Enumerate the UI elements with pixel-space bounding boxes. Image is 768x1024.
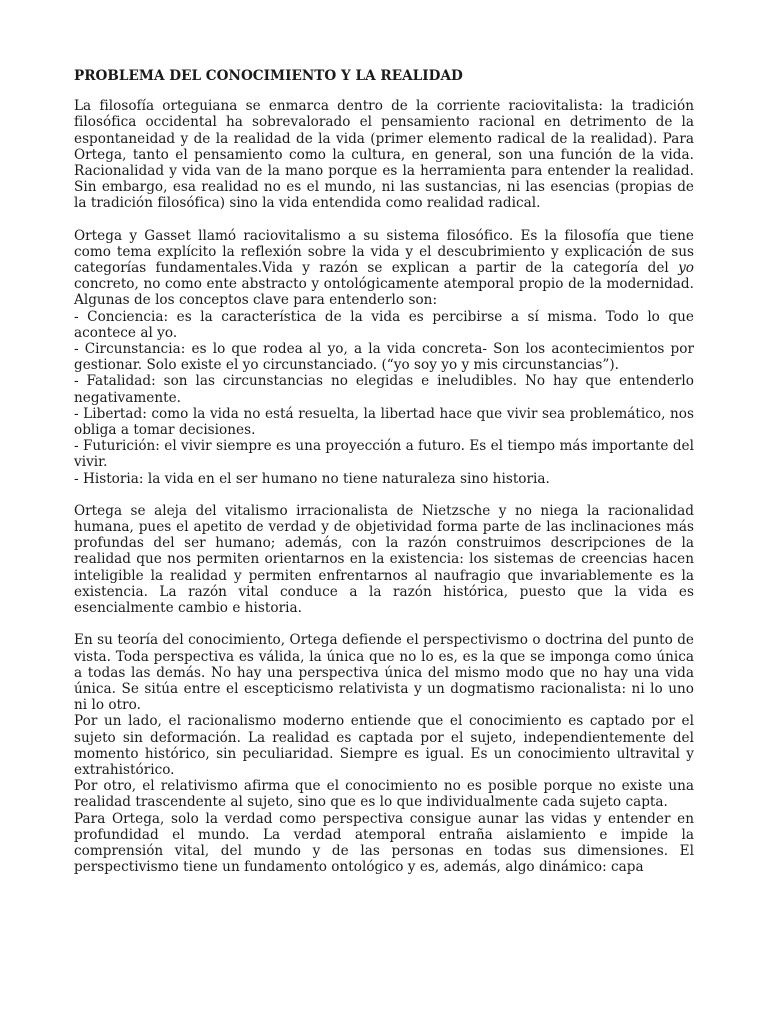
document-title: PROBLEMA DEL CONOCIMIENTO Y LA REALIDAD [74, 68, 463, 84]
paragraph-relativismo: Por otro, el relativismo afirma que el conocimiento no es posible porque no existe una realidad trascendente al sujeto, sino que es lo que individualmente cada sujeto capta. [74, 778, 694, 811]
list-item-futuricion: - Futurición: el vivir siempre es una proyección a futuro. Es el tiempo más importante del vivir. [74, 438, 694, 471]
list-item-fatalidad: - Fatalidad: son las circunstancias no elegidas e ineludibles. No hay que entenderlo negativamente. [74, 373, 694, 406]
list-item-circunstancia: - Circunstancia: es lo que rodea al yo, a la vida concreta- Son los acontecimientos por gestionar. Solo existe el yo circunstanciado. (“yo soy yo y mis circunstancias”). [74, 341, 694, 374]
list-item-historia: - Historia: la vida en el ser humano no tiene naturaleza sino historia. [74, 470, 550, 487]
document-page [74, 64, 694, 875]
list-item-libertad: - Libertad: como la vida no está resuelta, la libertad hace que vivir sea problemático, nos obliga a tomar decisiones. [74, 405, 694, 439]
paragraph-text: Ortega y Gasset llamó raciovitalismo a su sistema filosófico. Es la filosofía que tiene como tema explícito la reflexión sobre la vida y el descubrimiento y explicación de sus categorías fundamentales.Vida y razón se explican a partir de la categoría del [74, 227, 694, 277]
paragraph-verdad: Para Ortega, solo la verdad como perspectiva consigue aunar las vidas y entender en profundidad el mundo. La verdad atemporal entraña aislamiento e impide la comprensión vital, del mundo y de las personas en todas sus dimensiones. El perspectivismo tiene un fundamento ontológico y es, además, algo dinámico: capa [74, 810, 694, 876]
paragraph-text: concreto, no como ente abstracto y ontológicamente atemporal propio de la modernidad. Algunas de los conceptos clave para entenderlo son: [74, 276, 694, 309]
list-item-conciencia: - Conciencia: es la característica de la vida es percibirse a sí misma. Todo lo que acontece al yo. [74, 308, 694, 341]
paragraph-perspectivismo: En su teoría del conocimiento, Ortega defiende el perspectivismo o doctrina del punto de vista. Toda perspectiva es válida, la única que no lo es, es la que se imponga como única a todas las demás. No hay una perspectiva única del mismo modo que no hay una vida única. Se sitúa entre el escepticismo relativista y un dogmatismo racionalista: ni lo uno ni lo otro. [74, 632, 694, 714]
paragraph-raciovitalismo-intro: La filosofía orteguiana se enmarca dentro de la corriente raciovitalista: la tradición filosófica occidental ha sobrevalorado el pensamiento racional en detrimento de la espontaneidad y de la realidad de la vida (primer elemento radical de la realidad). Para Ortega, tanto el pensamiento como la cultura, en general, son una función de la vida. Racionalidad y vida van de la mano porque es la herramienta para entender la realidad. Sin embargo, esa realidad no es el mundo, ni las sustancias, ni las esencias (propias de la tradición filosófica) sino la vida entendida como realidad radical. [74, 98, 694, 212]
emphasis-yo: yo [678, 260, 694, 277]
paragraph-racionalismo: Por un lado, el racionalismo moderno entiende que el conocimiento es captado por el sujeto sin deformación. La realidad es captada por el sujeto, independientemente del momento histórico, sin peculiaridad. Siempre es igual. Es un conocimiento ultravital y extrahistórico. [74, 713, 694, 778]
paragraph-nietzsche: Ortega se aleja del vitalismo irracionalista de Nietzsche y no niega la racionalidad humana, pues el apetito de verdad y de objetividad forma parte de las inclinaciones más profundas del ser humano; además, con la razón construimos descripciones de la realidad que nos permiten orientarnos en la existencia: los sistemas de creencias hacen inteligible la realidad y permiten enfrentarnos al naufragio que invariablemente es la existencia. La razón vital conduce a la razón histórica, puesto que la vida es esencialmente cambio e historia. [74, 502, 694, 617]
paragraph-raciovitalismo-definition [74, 228, 694, 309]
